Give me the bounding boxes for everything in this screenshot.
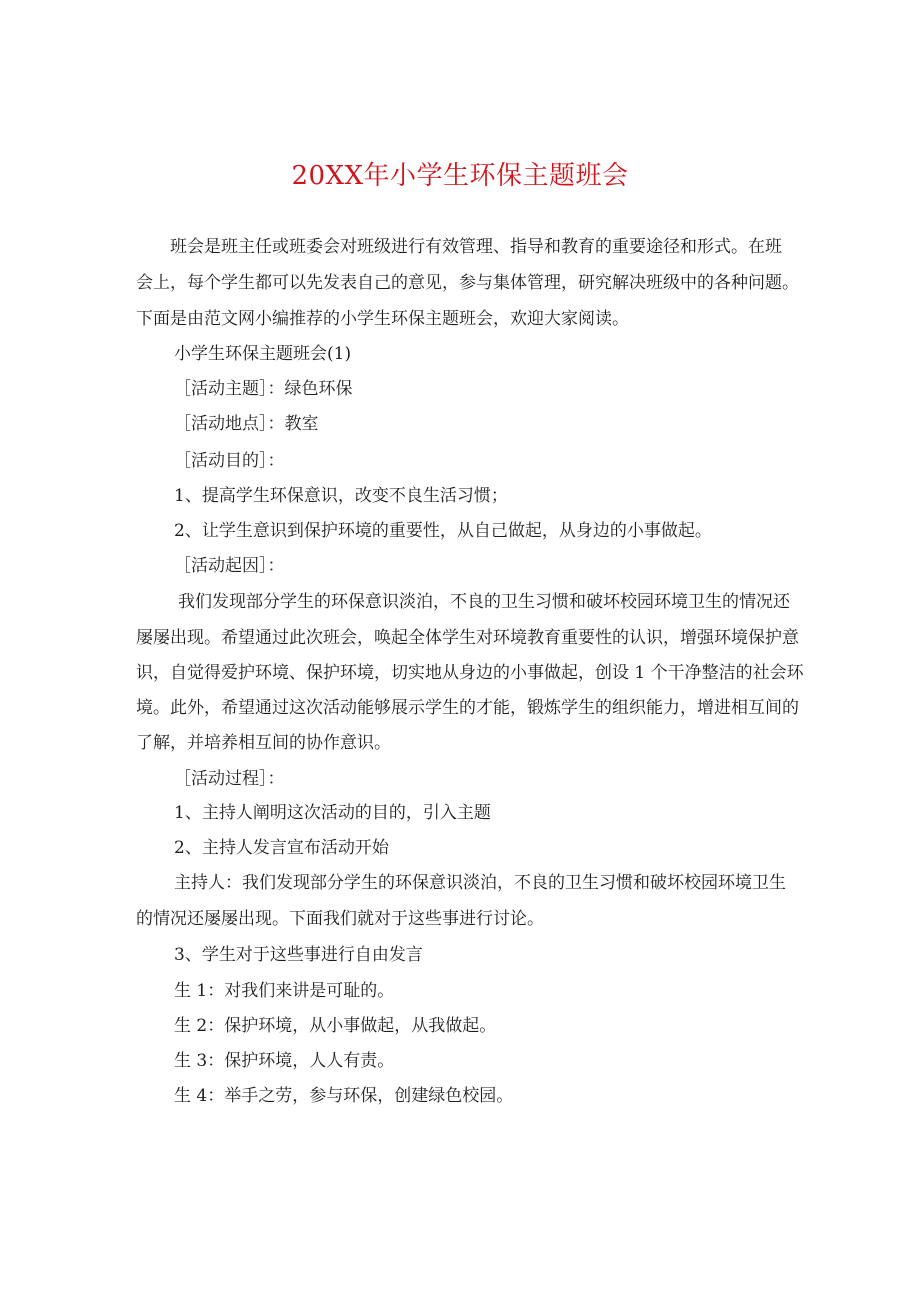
process-step: 1、主持人阐明这次活动的目的，引入主题 <box>174 803 491 823</box>
process-step: 3、学生对于这些事进行自由发言 <box>174 945 423 965</box>
process-step: 2、主持人发言宣布活动开始 <box>174 838 389 858</box>
activity-location: ［活动地点］：教室 <box>174 414 319 434</box>
student-remark: 生 4：举手之劳，参与环保，创建绿色校园。 <box>174 1086 514 1106</box>
activity-theme: ［活动主题］：绿色环保 <box>174 379 353 399</box>
cause-line: 了解，并培养相互间的协作意识。 <box>136 733 391 753</box>
purpose-item: 1、提高学生环保意识，改变不良生活习惯； <box>174 486 508 506</box>
student-remark: 生 1：对我们来讲是可耻的。 <box>174 981 395 1001</box>
intro-line: 会上，每个学生都可以先发表自己的意见，参与集体管理，研究解决班级中的各种问题。 <box>136 273 799 293</box>
cause-line: 境。此外，希望通过这次活动能够展示学生的才能，锻炼学生的组织能力，增进相互间的 <box>136 698 799 718</box>
activity-process-heading: ［活动过程］： <box>174 769 285 789</box>
intro-line: 下面是由范文网小编推荐的小学生环保主题班会，欢迎大家阅读。 <box>136 309 629 329</box>
student-remark: 生 3：保护环境，人人有责。 <box>174 1051 395 1071</box>
student-remark: 生 2：保护环境，从小事做起，从我做起。 <box>174 1016 497 1036</box>
activity-cause-heading: ［活动起因］： <box>174 556 285 576</box>
cause-line: 识，自觉得爱护环境、保护环境，切实地从身边的小事做起，创设 1 个干净整洁的社会环 <box>136 663 804 683</box>
host-speech-line: 的情况还屡屡出现。下面我们就对于这些事进行讨论。 <box>136 909 544 929</box>
intro-line: 班会是班主任或班委会对班级进行有效管理、指导和教育的重要途径和形式。在班 <box>170 237 782 257</box>
cause-line: 我们发现部分学生的环保意识淡泊，不良的卫生习惯和破坏校园环境卫生的情况还 <box>178 592 790 612</box>
section-heading: 小学生环保主题班会(1) <box>174 344 352 364</box>
document-title: 20XX年小学生环保主题班会 <box>291 161 629 191</box>
cause-line: 屡屡出现。希望通过此次班会，唤起全体学生对环境教育重要性的认识，增强环境保护意 <box>136 628 799 648</box>
purpose-item: 2、让学生意识到保护环境的重要性，从自己做起，从身边的小事做起。 <box>174 521 712 541</box>
activity-purpose-heading: ［活动目的］： <box>174 451 285 471</box>
host-speech-line: 主持人：我们发现部分学生的环保意识淡泊，不良的卫生习惯和破坏校园环境卫生 <box>174 873 786 893</box>
